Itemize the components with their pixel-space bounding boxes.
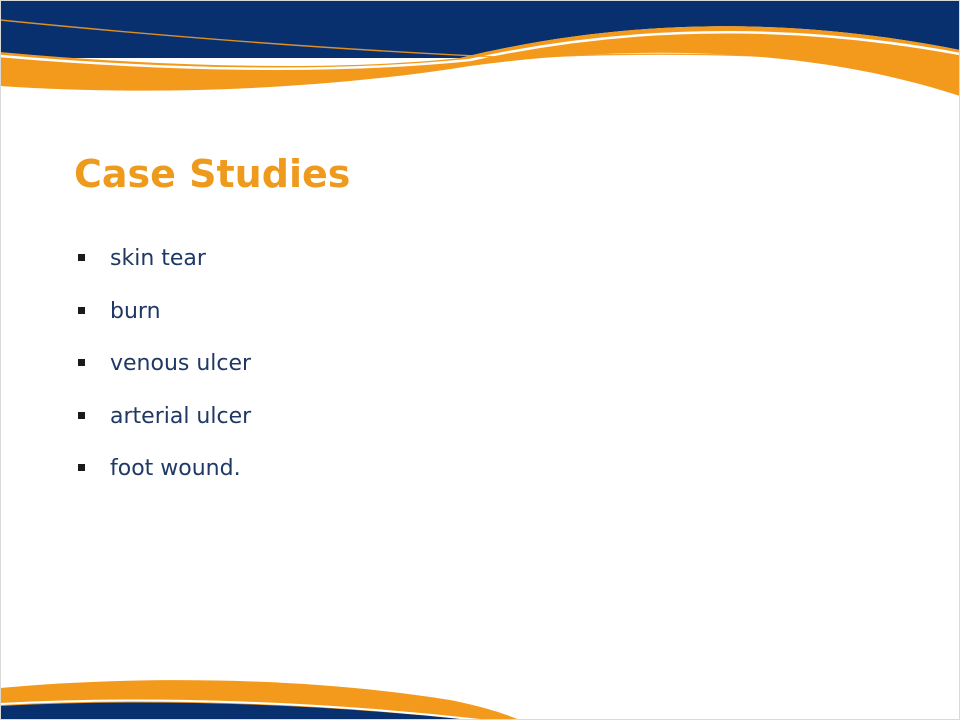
bullet-item: [74, 297, 251, 350]
bullet-text: foot wound.: [110, 456, 241, 481]
bullet-text: venous ulcer: [110, 351, 252, 376]
square-bullet-icon: [78, 254, 85, 261]
top-wave-banner: [0, 0, 960, 100]
bullet-item: [74, 454, 251, 507]
square-bullet-icon: [78, 464, 85, 471]
square-bullet-icon: [78, 359, 85, 366]
bullet-item: [74, 349, 251, 402]
slide-title: Case Studies: [74, 152, 351, 196]
bullet-item: [74, 244, 251, 297]
square-bullet-icon: [78, 412, 85, 419]
bullet-text: arterial ulcer: [110, 403, 252, 429]
bullet-text: burn: [110, 298, 161, 324]
bullet-item: [74, 402, 251, 455]
bullet-list: [74, 244, 251, 507]
bottom-wave-banner: [0, 670, 960, 720]
square-bullet-icon: [78, 307, 85, 314]
bullet-text: skin tear: [110, 246, 206, 271]
